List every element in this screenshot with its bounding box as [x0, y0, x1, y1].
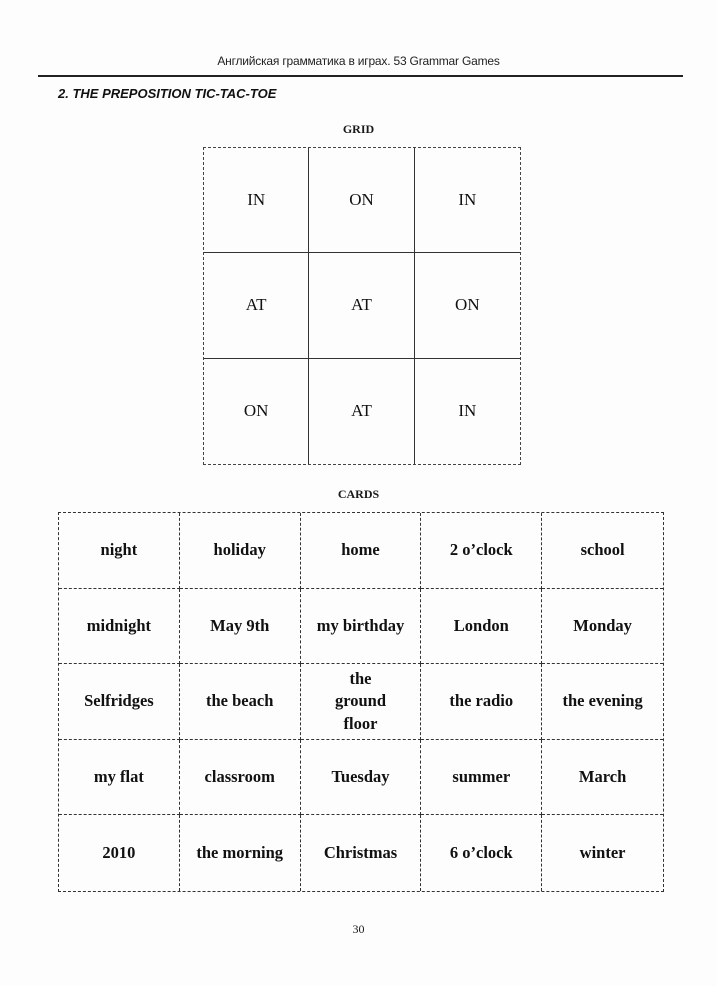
tic-tac-toe-grid [203, 147, 521, 465]
grid-cell: IN [204, 148, 309, 253]
card: school [542, 513, 663, 589]
card: summer [421, 740, 542, 816]
card: London [421, 589, 542, 665]
cards-caption: CARDS [337, 487, 380, 501]
section-title: 2. THE PREPOSITION TIC-TAC-TOE [58, 86, 277, 101]
card: Selfridges [59, 664, 180, 740]
card: 2010 [59, 815, 180, 891]
card: the ground floor [301, 664, 422, 740]
grid-caption: GRID [342, 122, 375, 136]
card: classroom [180, 740, 301, 816]
grid-cell: IN [458, 401, 477, 421]
cards-table [58, 512, 664, 892]
card: holiday [180, 513, 301, 589]
card: home [301, 513, 422, 589]
card: Tuesday [301, 740, 422, 816]
page-number: 30 [352, 922, 365, 936]
grid-cell: ON [204, 359, 309, 464]
grid-cell: AT [309, 253, 414, 358]
grid-cell: AT [309, 359, 414, 464]
grid-cell: AT [204, 253, 309, 358]
card: the beach [180, 664, 301, 740]
card: my flat [59, 740, 180, 816]
card: night [59, 513, 180, 589]
grid-cell: ON [415, 253, 520, 358]
card: the radio [421, 664, 542, 740]
card: 2 o’clock [421, 513, 542, 589]
card: my birthday [301, 589, 422, 665]
running-head: Английская грамматика в играх. 53 Grammar Games [217, 54, 500, 68]
card: May 9th [180, 589, 301, 665]
card: the evening [542, 664, 663, 740]
header-rule [38, 75, 683, 77]
card: midnight [59, 589, 180, 665]
card: 6 o’clock [421, 815, 542, 891]
card: the morning [180, 815, 301, 891]
card: Monday [542, 589, 663, 665]
grid-cell: ON [309, 148, 414, 253]
grid-cell: IN [415, 148, 520, 253]
card: March [542, 740, 663, 816]
card: winter [579, 843, 626, 863]
card: Christmas [301, 815, 422, 891]
